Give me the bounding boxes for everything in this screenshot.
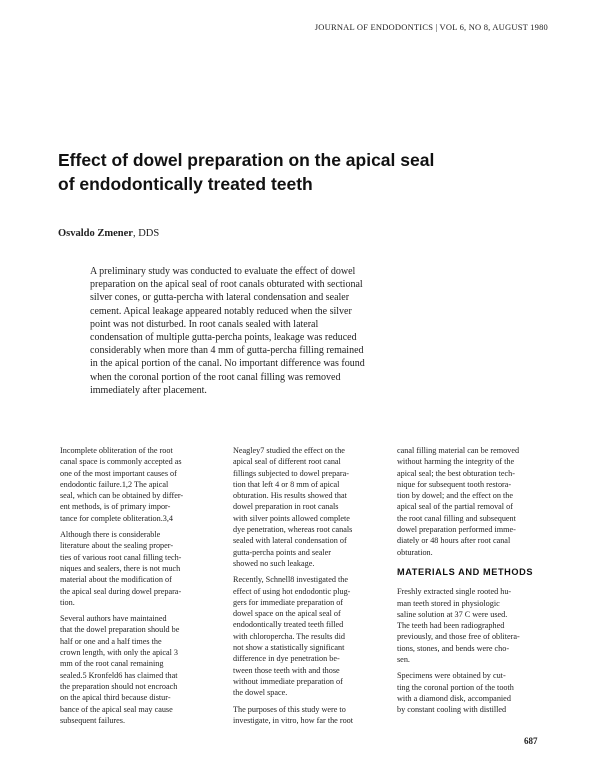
abstract-line: point was not disturbed. In root canals sealed with lateral: [90, 318, 319, 330]
body-line: canal space is commonly accepted as: [60, 457, 182, 467]
body-line: man teeth stored in physiologic: [397, 598, 500, 608]
body-line: mm of the root canal remaining: [60, 659, 164, 669]
abstract-line: silver cones, or gutta-percha with lateral condensation and sealer: [90, 292, 350, 304]
body-line: the root canal filling and subsequent: [397, 513, 516, 523]
body-line: with chloropercha. The results did: [233, 631, 345, 641]
body-line: one of the most important causes of: [60, 468, 177, 478]
abstract-line: immediately after placement.: [90, 384, 207, 396]
body-line: ties of various root canal filling tech-: [60, 552, 182, 562]
body-line: half or one and a half times the: [60, 636, 162, 646]
body-line: Specimens were obtained by cut-: [397, 671, 506, 681]
body-line: nique for subsequent tooth restora-: [397, 479, 512, 489]
page-number: 687: [524, 736, 538, 746]
body-line: canal filling material can be removed: [397, 446, 520, 455]
body-column-2: [233, 445, 383, 726]
body-line: endodontically treated teeth filled: [233, 620, 344, 630]
body-line: crown length, with only the apical 3: [60, 648, 179, 658]
body-line: previously, and those free of oblitera-: [397, 632, 520, 642]
title-line: Effect of dowel preparation on the apical seal: [58, 150, 435, 170]
body-line: literature about the sealing proper-: [60, 541, 174, 551]
body-line: tion that left 4 or 8 mm of apical: [233, 479, 340, 489]
body-line: gutta-percha points and sealer: [233, 547, 331, 557]
body-column-3: [397, 445, 547, 716]
abstract-line: cement. Apical leakage appeared notably reduced when the silver: [90, 305, 352, 317]
body-line: dowel preparation in root canals: [233, 502, 339, 512]
body-line: diately or 48 hours after root canal: [397, 536, 511, 546]
body-line: Neagley7 studied the effect on the: [233, 446, 345, 455]
body-line: sealed with lateral condensation of: [233, 536, 347, 546]
body-line: with silver points allowed complete: [233, 513, 350, 523]
body-line: gers for immediate preparation of: [233, 597, 344, 607]
body-line: apical seal of the partial removal of: [397, 502, 513, 512]
body-line: tion.: [60, 597, 75, 607]
journal-header: JOURNAL OF ENDODONTICS | VOL 6, NO 8, AUGUST 1980: [314, 22, 548, 32]
body-line: subsequent failures.: [60, 715, 126, 725]
article-title: [58, 148, 528, 196]
body-line: on the apical third because distur-: [60, 693, 171, 703]
body-line: dye penetration, whereas root canals: [233, 525, 353, 535]
body-line: investigate, in vitro, how far the root: [233, 715, 354, 725]
body-line: that the dowel preparation should be: [60, 625, 180, 635]
section-heading: MATERIALS AND METHODS: [397, 566, 534, 577]
abstract-line: in the apical portion of the canal. No important difference was found: [90, 358, 365, 370]
author-line: [58, 228, 159, 239]
body-line: obturation.: [397, 547, 433, 557]
body-line: the dowel space.: [233, 688, 288, 698]
body-line: effect of using hot endodontic plug-: [233, 586, 351, 596]
body-column-1: [60, 445, 210, 726]
body-line: difference in dye penetration be-: [233, 654, 340, 664]
body-line: ent methods, is of primary impor-: [60, 502, 171, 512]
body-line: with a diamond disk, accompanied: [397, 693, 511, 703]
abstract-line: condensation of multiple gutta-percha points, leakage was reduced: [90, 332, 357, 344]
body-line: The purposes of this study were to: [233, 704, 346, 714]
body-line: tions, stones, and bends were cho-: [397, 643, 510, 653]
body-line: fillings subjected to dowel prepara-: [233, 468, 349, 478]
body-line: ting the coronal portion of the tooth: [397, 682, 514, 692]
body-line: the apical seal during dowel prepara-: [60, 586, 182, 596]
body-line: without harming the integrity of the: [397, 457, 515, 467]
body-line: seal, which can be obtained by differ-: [60, 491, 184, 501]
abstract-line: when the coronal portion of the root canal filling was removed: [90, 371, 341, 383]
body-line: tion by dowel; and the effect on the: [397, 491, 514, 501]
abstract: [90, 265, 490, 397]
abstract-line: A preliminary study was conducted to evaluate the effect of dowel: [90, 266, 356, 277]
body-line: Although there is considerable: [60, 530, 161, 540]
body-line: Several authors have maintained: [60, 614, 167, 624]
body-line: Freshly extracted single rooted hu-: [397, 587, 512, 597]
body-line: endodontic failure.1,2 The apical: [60, 479, 169, 489]
body-line: dowel space on the apical seal of: [233, 609, 341, 619]
body-line: The teeth had been radiographed: [397, 621, 505, 631]
body-line: without immediate preparation of: [233, 676, 343, 686]
body-line: showed no such leakage.: [233, 558, 315, 568]
body-line: tance for complete obliteration.3,4: [60, 513, 173, 523]
body-line: apical seal of different root canal: [233, 457, 341, 467]
body-line: niques and sealers, there is not much: [60, 563, 181, 573]
body-line: not show a statistically significant: [233, 643, 345, 653]
author-degree: , DDS: [132, 228, 160, 239]
body-line: saline solution at 37 C were used.: [397, 609, 508, 619]
body-line: sen.: [397, 655, 410, 665]
body-line: dowel preparation performed imme-: [397, 525, 516, 535]
author-name: Osvaldo Zmener: [58, 228, 133, 239]
body-line: apical seal; the best obturation tech-: [397, 468, 515, 478]
abstract-line: preparation on the apical seal of root canals obturated with sectional: [90, 279, 363, 291]
body-line: the preparation should not encroach: [60, 681, 178, 691]
body-line: material about the modification of: [60, 575, 172, 585]
body-line: bance of the apical seal may cause: [60, 704, 173, 714]
body-line: Incomplete obliteration of the root: [60, 446, 173, 455]
body-line: obturation. His results showed that: [233, 491, 347, 501]
body-line: by constant cooling with distilled: [397, 705, 507, 715]
body-line: sealed.5 Kronfeld6 has claimed that: [60, 670, 178, 680]
abstract-line: considerably when more than 4 mm of gutta-percha filling remained: [90, 345, 364, 357]
body-line: Recently, Schnell8 investigated the: [233, 575, 348, 585]
title-line: of endodontically treated teeth: [58, 174, 313, 194]
body-line: tween those teeth with and those: [233, 665, 340, 675]
